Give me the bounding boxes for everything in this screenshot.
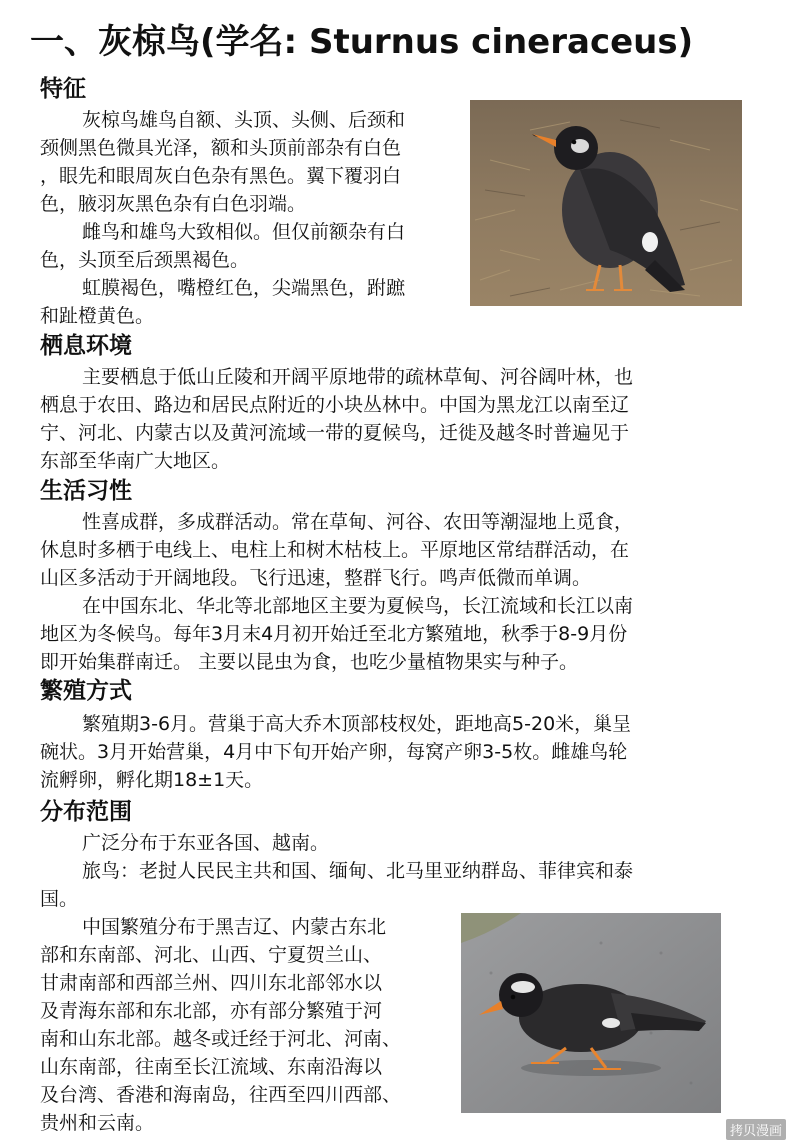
features-line: 色，腋羽灰黑色杂有白色羽端。 (40, 193, 307, 215)
features-line: 颈侧黑色微具光泽，额和头顶前部杂有白色 (40, 137, 402, 159)
habits-line: 山区多活动于开阔地段。飞行迅速，整群飞行。鸣声低微而单调。 (40, 567, 592, 589)
features-line: 雌鸟和雄鸟大致相似。但仅前额杂有白 (82, 221, 406, 243)
features-line: ，眼先和眼周灰白色杂有黑色。翼下覆羽白 (40, 165, 402, 187)
heading-distribution: 分布范围 (40, 799, 132, 825)
distribution-line: 贵州和云南。 (40, 1112, 155, 1134)
breeding-line: 流孵卵，孵化期18±1天。 (40, 769, 264, 791)
distribution-line: 南和山东北部。越冬或迁经于河北、河南、 (40, 1028, 402, 1050)
habitat-line: 宁、河北、内蒙古以及黄河流域一带的夏候鸟，迁徙及越冬时普遍见于 (40, 422, 630, 444)
bird-photo-asphalt (461, 913, 721, 1113)
habitat-line: 栖息于农田、路边和居民点附近的小块丛林中。中国为黑龙江以南至辽 (40, 394, 630, 416)
habits-line: 性喜成群，多成群活动。常在草甸、河谷、农田等潮湿地上觅食， (82, 511, 634, 533)
distribution-line: 及青海东部和东北部，亦有部分繁殖于河 (40, 1000, 383, 1022)
breeding-line: 繁殖期3-6月。营巢于高大乔木顶部枝杈处，距地高5-20米，巢呈 (82, 713, 632, 735)
features-line: 灰椋鸟雄鸟自额、头顶、头侧、后颈和 (82, 109, 406, 131)
watermark-label: 拷贝漫画 (726, 1119, 786, 1140)
distribution-line: 及台湾、香港和海南岛，往西至四川西部、 (40, 1084, 402, 1106)
breeding-line: 碗状。3月开始营巢，4月中下旬开始产卵，每窝产卵3-5枚。雌雄鸟轮 (40, 741, 628, 763)
heading-breeding: 繁殖方式 (40, 678, 132, 704)
bird-photo-grass (470, 100, 742, 306)
heading-habits: 生活习性 (40, 478, 132, 504)
habits-line: 休息时多栖于电线上、电柱上和树木枯枝上。平原地区常结群活动，在 (40, 539, 630, 561)
distribution-line: 山东南部，往南至长江流域、东南沿海以 (40, 1056, 383, 1078)
heading-habitat: 栖息环境 (40, 333, 132, 359)
features-line: 虹膜褐色，嘴橙红色，尖端黑色，跗蹠 (82, 277, 406, 299)
distribution-line: 旅鸟：老挝人民民主共和国、缅甸、北马里亚纳群岛、菲律宾和泰 (82, 860, 634, 882)
habitat-line: 东部至华南广大地区。 (40, 450, 231, 472)
features-line: 色，头顶至后颈黑褐色。 (40, 249, 250, 271)
distribution-line: 国。 (40, 888, 79, 910)
distribution-line: 甘肃南部和西部兰州、四川东北部邻水以 (40, 972, 383, 994)
distribution-line: 中国繁殖分布于黑吉辽、内蒙古东北 (82, 916, 387, 938)
heading-features: 特征 (40, 76, 86, 102)
page-title: 一、灰椋鸟(学名: Sturnus cineraceus) (30, 22, 694, 62)
habits-line: 地区为冬候鸟。每年3月末4月初开始迁至北方繁殖地，秋季于8-9月份 (40, 623, 628, 645)
features-line: 和趾橙黄色。 (40, 305, 155, 327)
habitat-line: 主要栖息于低山丘陵和开阔平原地带的疏林草甸、河谷阔叶林，也 (82, 366, 634, 388)
habits-line: 在中国东北、华北等北部地区主要为夏候鸟，长江流域和长江以南 (82, 595, 634, 617)
distribution-line: 部和东南部、河北、山西、宁夏贺兰山、 (40, 944, 383, 966)
habits-line: 即开始集群南迁。 主要以昆虫为食，也吃少量植物果实与种子。 (40, 651, 579, 673)
distribution-line: 广泛分布于东亚各国、越南。 (82, 832, 330, 854)
